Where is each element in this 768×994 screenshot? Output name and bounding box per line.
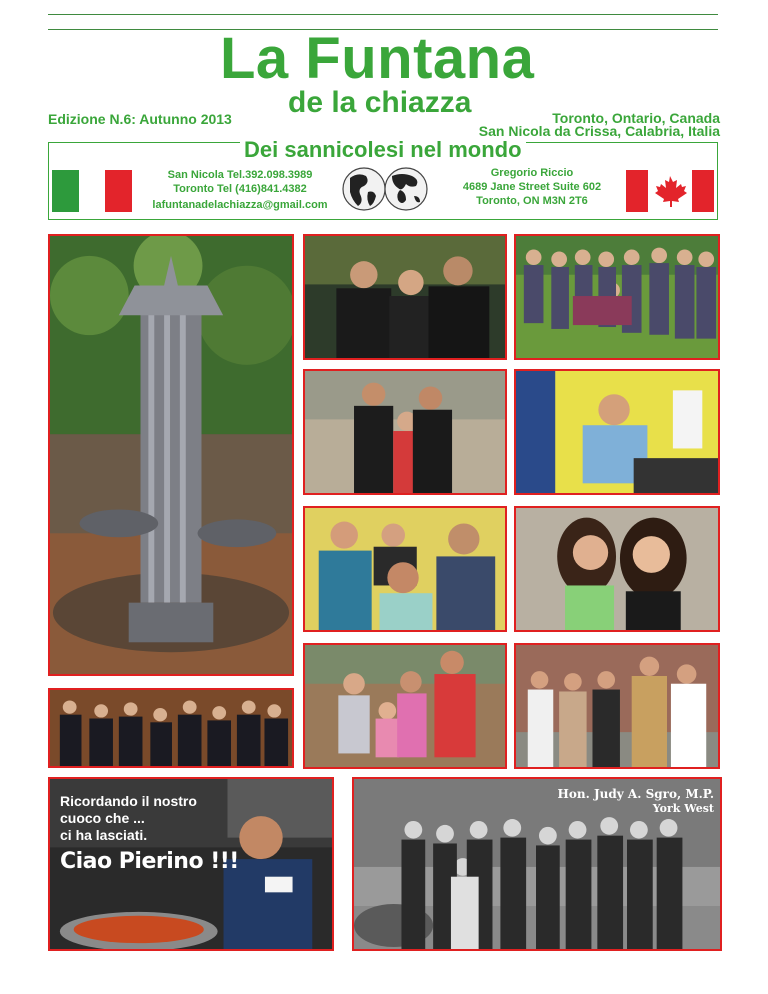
photo-man-at-desk	[514, 369, 720, 495]
photo-men-standing	[514, 643, 720, 769]
italian-flag-icon	[52, 170, 132, 212]
memorial-line-3: ci ha lasciati.	[60, 827, 148, 843]
contact-street: 4689 Jane Street Suite 602	[462, 181, 602, 193]
photo-two-men-woman	[303, 369, 507, 495]
memorial-line-1: Ricordando il nostro	[60, 793, 197, 809]
memorial-line-2: cuoco che ...	[60, 810, 145, 826]
photo-memorial-cook	[48, 777, 334, 951]
world-map-globe-icon	[342, 166, 428, 212]
memorial-caption	[60, 793, 197, 844]
contact-name: Gregorio Riccio	[490, 167, 574, 179]
fountain-photo	[48, 234, 294, 676]
email-address[interactable]: lafuntanadelachiazza@gmail.com	[152, 199, 328, 211]
contact-city: Toronto, ON M3N 2T6	[476, 195, 588, 207]
contact-left	[140, 168, 340, 212]
newspaper-subtitle: de la chiazza	[288, 86, 472, 119]
photo-elder-group	[48, 688, 294, 768]
photo-children	[303, 643, 507, 769]
photo-mp-group	[352, 777, 722, 951]
edition-label: Edizione N.6: Autunno 2013	[48, 111, 232, 127]
phone-san-nicola: San Nicola Tel.392.098.3989	[167, 169, 313, 181]
photo-men-indoor	[303, 506, 507, 632]
photo-three-people	[303, 234, 507, 360]
photo-group-outdoor	[514, 234, 720, 360]
contact-right	[442, 166, 622, 208]
mp-riding-caption: York West	[652, 802, 714, 815]
phone-toronto: Toronto Tel (416)841.4382	[173, 183, 307, 195]
top-rule	[48, 14, 718, 15]
tagline: Dei sannicolesi nel mondo	[240, 139, 526, 161]
location-line-1: Toronto, Ontario, Canada	[552, 110, 720, 126]
newspaper-title: La Funtana	[220, 26, 535, 91]
canadian-flag-icon	[626, 170, 714, 212]
mp-name-caption: Hon. Judy A. Sgro, M.P.	[557, 787, 714, 801]
memorial-farewell: Ciao Pierino !!!	[60, 849, 239, 874]
photo-two-girls	[514, 506, 720, 632]
location-line-2: San Nicola da Crissa, Calabria, Italia	[478, 123, 720, 139]
